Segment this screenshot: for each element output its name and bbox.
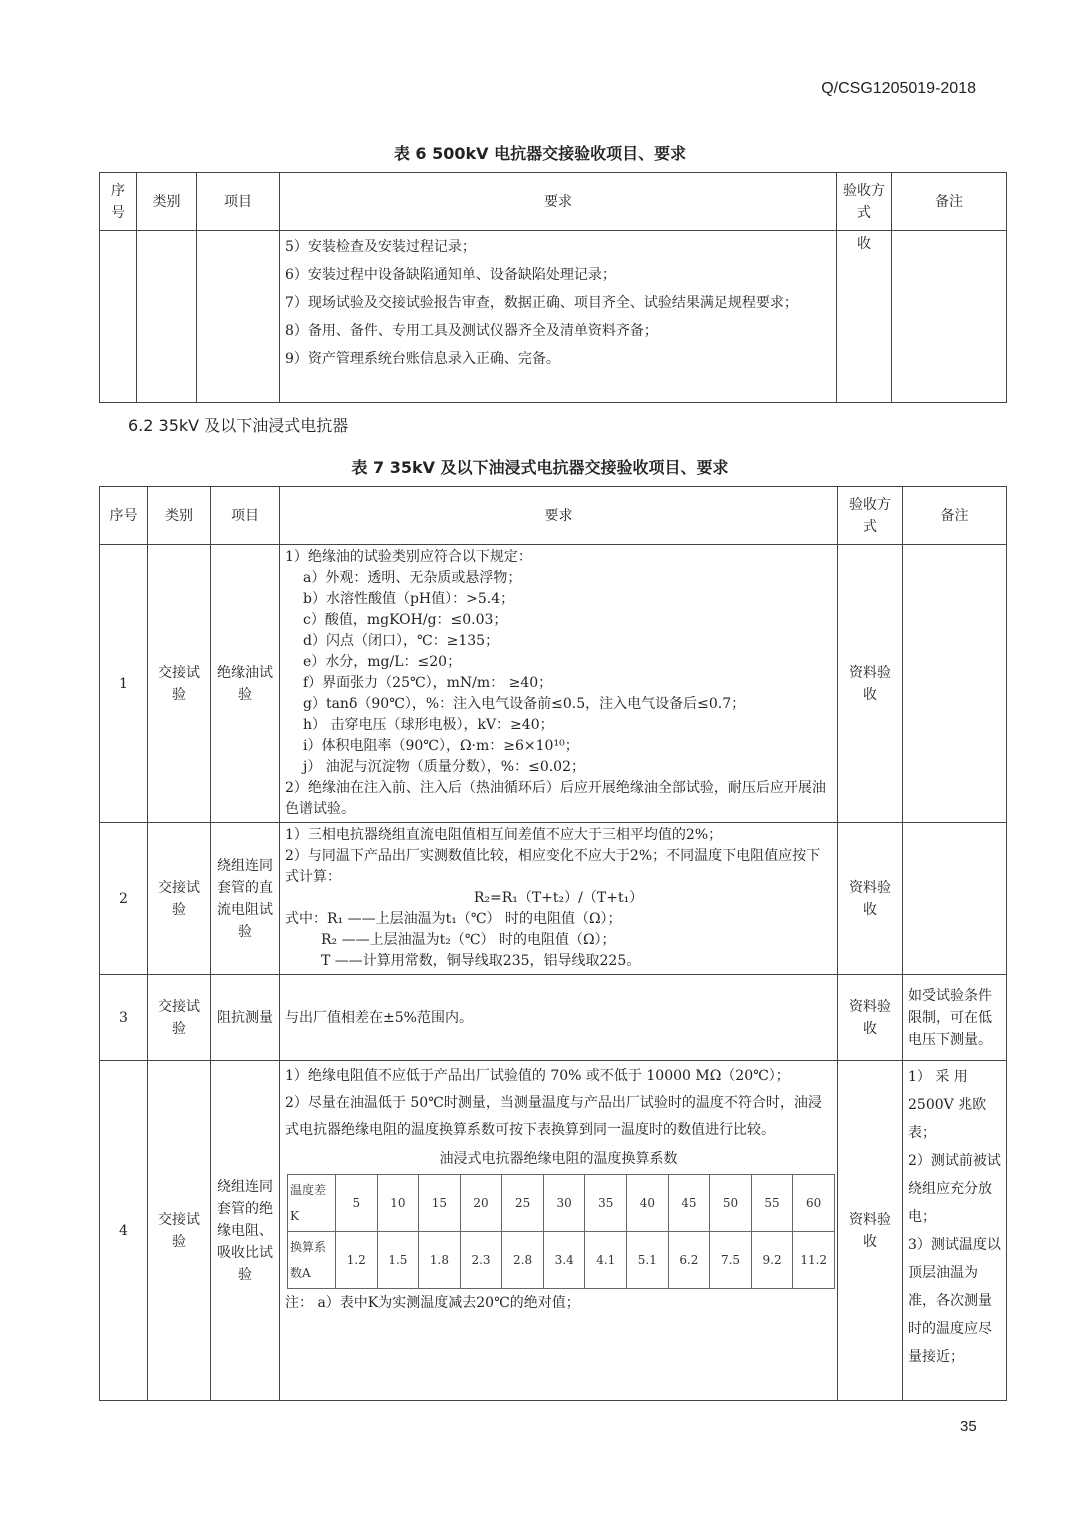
row-method: 资料验收 bbox=[838, 545, 903, 823]
definition-line: 式中：R₁ ——上层油温为t₁（℃） 时的电阻值（Ω）； bbox=[285, 911, 622, 927]
requirement-line: 5）安装检查及安装过程记录； bbox=[285, 239, 476, 255]
definition-line: T ——计算用常数，铜导线取235，铝导线取225。 bbox=[321, 953, 641, 969]
requirement-line: 2）与同温下产品出厂实测数值比较，相应变化不应大于2%；不同温度下电阻值应按下式计算： bbox=[285, 848, 821, 885]
row-category: 交接试验 bbox=[148, 975, 211, 1061]
coef-k: 60 bbox=[793, 1175, 835, 1232]
header-category: 类别 bbox=[137, 173, 197, 231]
coef-a: 2.8 bbox=[502, 1232, 544, 1289]
coef-a: 4.1 bbox=[585, 1232, 627, 1289]
header-requirement: 要求 bbox=[280, 173, 837, 231]
coef-k: 40 bbox=[627, 1175, 669, 1232]
row-method: 资料验收 bbox=[838, 1061, 903, 1401]
coef-a: 9.2 bbox=[751, 1232, 793, 1289]
row-requirement bbox=[280, 1061, 838, 1401]
row-no: 4 bbox=[100, 1061, 148, 1401]
coef-label-a: 换算系数A bbox=[288, 1232, 336, 1289]
requirement-line: 2）绝缘油在注入前、注入后（热油循环后）后应开展绝缘油全部试验，耐压后应开展油色谱试验。 bbox=[285, 780, 826, 817]
coef-k: 15 bbox=[419, 1175, 461, 1232]
table6 bbox=[99, 172, 1007, 403]
table7-caption: 表 7 35kV 及以下油浸式电抗器交接验收项目、要求 bbox=[351, 458, 729, 477]
note-line: 注： a）表中K为实测温度减去20℃的绝对值； bbox=[285, 1295, 580, 1311]
requirement-line: e）水分，mg/L：≤20； bbox=[303, 654, 462, 670]
coef-label-k: 温度差K bbox=[288, 1175, 336, 1232]
requirement-line: f）界面张力（25℃），mN/m： ≥40； bbox=[303, 675, 553, 691]
remark-line: 1） 采 用 2500V 兆欧表； bbox=[908, 1069, 987, 1141]
requirement-line: 2）尽量在油温低于 50℃时测量，当测量温度与产品出厂试验时的温度不符合时，油浸式电抗器绝缘电阻的温度换算系数可按下表换算到同一温度时的数值进行比较。 bbox=[285, 1095, 822, 1138]
row-item: 阻抗测量 bbox=[211, 975, 280, 1061]
table-row bbox=[100, 1061, 1007, 1401]
header-no: 序号 bbox=[100, 173, 137, 231]
table7 bbox=[99, 486, 1007, 1401]
coef-k: 55 bbox=[751, 1175, 793, 1232]
coef-a: 11.2 bbox=[793, 1232, 835, 1289]
header-method: 验收方式 bbox=[838, 487, 903, 545]
coef-a: 5.1 bbox=[627, 1232, 669, 1289]
coef-a: 1.8 bbox=[419, 1232, 461, 1289]
requirement-line: c）酸值，mgKOH/g：≤0.03； bbox=[303, 612, 508, 628]
table-row bbox=[100, 823, 1007, 975]
coef-table bbox=[287, 1174, 835, 1289]
requirement-line: g）tanδ（90℃），%：注入电气设备前≤0.5，注入电气设备后≤0.7； bbox=[303, 696, 746, 712]
cell-item bbox=[197, 231, 280, 403]
table6-continued-row bbox=[100, 231, 1007, 403]
definition-line: R₂ ——上层油温为t₂（℃） 时的电阻值（Ω）； bbox=[321, 932, 616, 948]
requirement-line: 1）三相电抗器绕组直流电阻值相互间差值不应大于三相平均值的2%； bbox=[285, 827, 723, 843]
requirement-line: j） 油泥与沉淀物（质量分数），%：≤0.02； bbox=[303, 759, 585, 775]
coef-k: 45 bbox=[668, 1175, 710, 1232]
coef-a: 2.3 bbox=[460, 1232, 502, 1289]
table-row bbox=[100, 545, 1007, 823]
row-requirement bbox=[280, 823, 838, 975]
requirement-line: 9）资产管理系统台账信息录入正确、完备。 bbox=[285, 351, 560, 367]
cell-category bbox=[137, 231, 197, 403]
requirement-line: 1）绝缘油的试验类别应符合以下规定： bbox=[285, 549, 532, 565]
cell-remark bbox=[892, 231, 1007, 403]
header-remark: 备注 bbox=[903, 487, 1007, 545]
remark-line: 3）测试温度以顶层油温为准，各次测量时的温度应尽量接近； bbox=[908, 1237, 1001, 1365]
coef-a: 1.2 bbox=[336, 1232, 378, 1289]
row-no: 2 bbox=[100, 823, 148, 975]
requirement-line: 8）备用、备件、专用工具及测试仪器齐全及清单资料齐备； bbox=[285, 323, 658, 339]
row-item: 绝缘油试验 bbox=[211, 545, 280, 823]
cell-method: 收 bbox=[837, 231, 892, 403]
row-category: 交接试验 bbox=[148, 1061, 211, 1401]
row-requirement bbox=[280, 545, 838, 823]
header-method: 验收方式 bbox=[837, 173, 892, 231]
row-no: 3 bbox=[100, 975, 148, 1061]
row-category: 交接试验 bbox=[148, 545, 211, 823]
row-method: 资料验收 bbox=[838, 975, 903, 1061]
requirement-line: h） 击穿电压（球形电极），kV：≥40； bbox=[303, 717, 554, 733]
row-item: 绕组连同套管的绝缘电阻、吸收比试验 bbox=[211, 1061, 280, 1401]
table6-caption: 表 6 500kV 电抗器交接验收项目、要求 bbox=[393, 144, 687, 163]
table6-header-row bbox=[100, 173, 1007, 231]
requirement-line: i）体积电阻率（90℃），Ω·m：≥6×10¹⁰； bbox=[303, 738, 579, 754]
remark-line: 2）测试前被试绕组应充分放电； bbox=[908, 1153, 1001, 1225]
coef-row-k bbox=[288, 1175, 835, 1232]
coef-a: 1.5 bbox=[377, 1232, 419, 1289]
requirement-line: 1）绝缘电阻值不应低于产品出厂试验值的 70% 或不低于 10000 MΩ（20℃）； bbox=[285, 1068, 790, 1084]
requirement-line: a）外观：透明、无杂质或悬浮物； bbox=[303, 570, 522, 586]
header-item: 项目 bbox=[211, 487, 280, 545]
requirement-line: 7）现场试验及交接试验报告审查，数据正确、项目齐全、试验结果满足规程要求； bbox=[285, 295, 798, 311]
coef-row-a bbox=[288, 1232, 835, 1289]
requirement-line: d）闪点（闭口），℃：≥135； bbox=[303, 633, 500, 649]
cell-no bbox=[100, 231, 137, 403]
row-category: 交接试验 bbox=[148, 823, 211, 975]
coef-k: 35 bbox=[585, 1175, 627, 1232]
requirement-line: b）水溶性酸值（pH值）：>5.4； bbox=[303, 591, 515, 607]
table7-header-row bbox=[100, 487, 1007, 545]
coef-k: 20 bbox=[460, 1175, 502, 1232]
section-heading: 6.2 35kV 及以下油浸式电抗器 bbox=[128, 416, 349, 435]
coef-k: 30 bbox=[543, 1175, 585, 1232]
document-number: Q/CSG1205019-2018 bbox=[821, 80, 976, 97]
row-item: 绕组连同套管的直流电阻试验 bbox=[211, 823, 280, 975]
coef-k: 10 bbox=[377, 1175, 419, 1232]
header-remark: 备注 bbox=[892, 173, 1007, 231]
header-requirement: 要求 bbox=[280, 487, 838, 545]
coef-k: 25 bbox=[502, 1175, 544, 1232]
row-remark: 如受试验条件限制，可在低电压下测量。 bbox=[903, 975, 1007, 1061]
coef-table-title: 油浸式电抗器绝缘电阻的温度换算系数 bbox=[439, 1151, 678, 1167]
formula: R₂=R₁（T+t₂）/（T+t₁） bbox=[473, 890, 644, 906]
row-method: 资料验收 bbox=[838, 823, 903, 975]
header-category: 类别 bbox=[148, 487, 211, 545]
row-remark bbox=[903, 823, 1007, 975]
row-no: 1 bbox=[100, 545, 148, 823]
coef-k: 50 bbox=[710, 1175, 752, 1232]
requirement-line: 与出厂值相差在±5%范围内。 bbox=[285, 1009, 473, 1026]
row-requirement bbox=[280, 975, 838, 1061]
coef-a: 6.2 bbox=[668, 1232, 710, 1289]
header-item: 项目 bbox=[197, 173, 280, 231]
coef-a: 7.5 bbox=[710, 1232, 752, 1289]
page-number: 35 bbox=[960, 1418, 977, 1435]
table-row bbox=[100, 975, 1007, 1061]
coef-a: 3.4 bbox=[543, 1232, 585, 1289]
row-remark bbox=[903, 545, 1007, 823]
coef-k: 5 bbox=[336, 1175, 378, 1232]
cell-requirement bbox=[280, 231, 837, 403]
header-no: 序号 bbox=[100, 487, 148, 545]
requirement-line: 6）安装过程中设备缺陷通知单、设备缺陷处理记录； bbox=[285, 267, 616, 283]
row-remark bbox=[903, 1061, 1007, 1401]
